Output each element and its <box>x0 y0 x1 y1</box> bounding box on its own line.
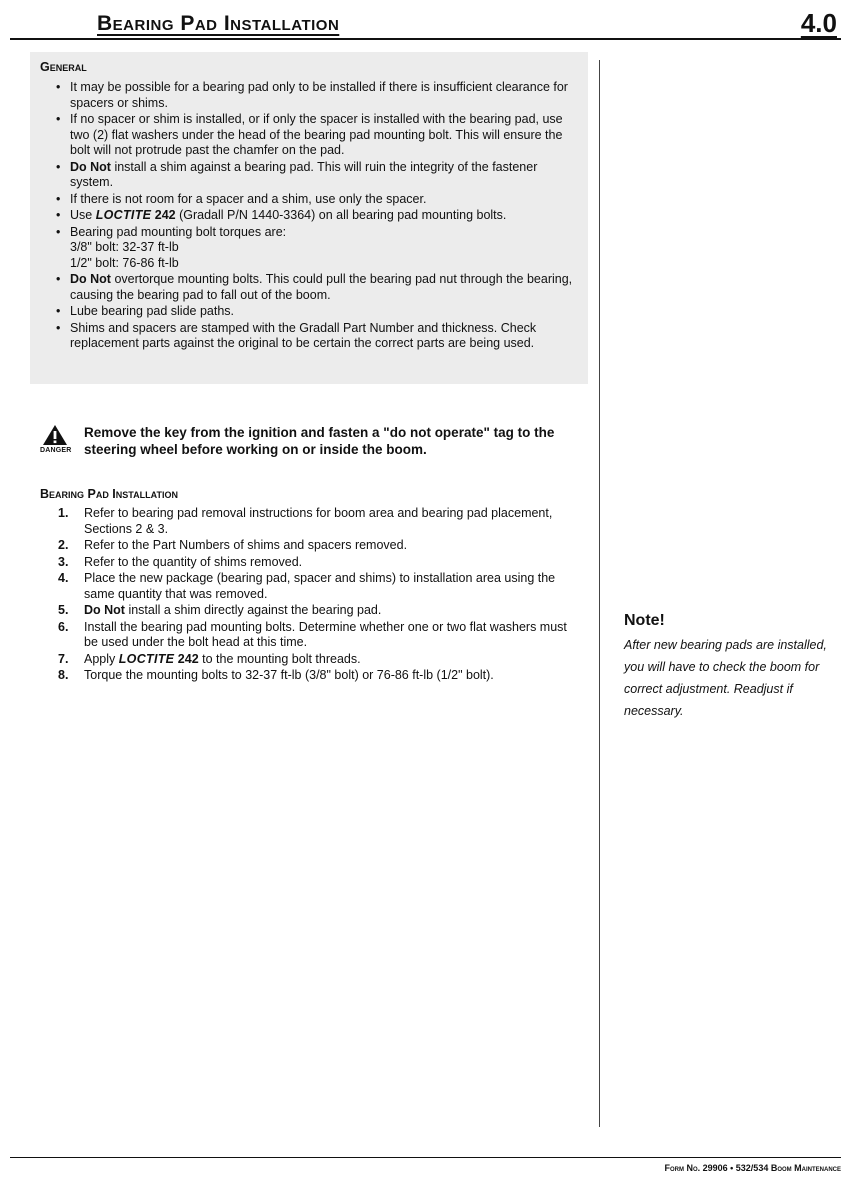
step-item: 8. Torque the mounting bolts to 32-37 ft-lb (3/8" bolt) or 76-86 ft-lb (1/2" bolt). <box>58 668 494 682</box>
footer-rule <box>10 1157 841 1158</box>
page-title: Bearing Pad Installation <box>97 12 340 35</box>
danger-label: DANGER <box>40 447 72 454</box>
list-item: • Do Not install a shim against a bearing pad. This will ruin the integrity of the fastener system. <box>40 160 578 191</box>
list-item: • Bearing pad mounting bolt torques are: 3/8" bolt: 32-37 ft-lb 1/2" bolt: 76-86 ft-lb <box>40 225 578 272</box>
installation-steps <box>40 506 580 685</box>
list-item: • If there is not room for a spacer and a shim, use only the spacer. <box>40 192 578 208</box>
list-item: • It may be possible for a bearing pad only to be installed if there is insufficient clearance for spacers or shims. <box>40 80 578 111</box>
column-divider <box>599 60 600 1127</box>
list-item: • Use LOCTITE 242 (Gradall P/N 1440-3364) on all bearing pad mounting bolts. <box>40 208 578 224</box>
step-item: 3. Refer to the quantity of shims removed. <box>58 554 303 569</box>
step-item: 2. Refer to the Part Numbers of shims and spacers removed. <box>58 538 408 552</box>
general-list <box>40 80 578 352</box>
list-item: • If no spacer or shim is installed, or if only the spacer is installed with the bearing pad, use two (2) flat washers under the head of the bearing pad mounting bolt. This will ensure the bolt will not protrude past the chamfer on the pad. <box>40 112 578 159</box>
danger-callout <box>40 424 580 458</box>
header-rule <box>10 38 841 40</box>
step-item: 5. Do Not install a shim directly against the bearing pad. <box>58 603 382 617</box>
general-heading: General <box>40 60 87 74</box>
step-item: 6. Install the bearing pad mounting bolts. Determine whether one or two flat washers must be used under the bolt head at this time. <box>58 619 567 649</box>
danger-icon <box>40 424 70 454</box>
loctite-brand: LOCTITE <box>118 651 175 666</box>
note-title: Note! <box>624 612 665 629</box>
danger-text: Remove the key from the ignition and fasten a "do not operate" tag to the steering wheel before working on or inside the boom. <box>84 425 555 457</box>
installation-heading: Bearing Pad Installation <box>40 487 178 501</box>
step-item: 1. Refer to bearing pad removal instructions for boom area and bearing pad placement, Sections 2 & 3. <box>58 506 553 536</box>
list-item: • Do Not overtorque mounting bolts. This could pull the bearing pad nut through the bearing, causing the bearing pad to fall out of the boom. <box>40 272 578 303</box>
general-section <box>30 52 588 384</box>
footer-text: Form No. 29906 • 532/534 Boom Maintenance <box>664 1163 841 1173</box>
loctite-brand: LOCTITE <box>95 208 152 222</box>
list-item: • Lube bearing pad slide paths. <box>40 304 578 320</box>
torque-1-2: 1/2" bolt: 76-86 ft-lb <box>70 255 179 270</box>
torque-3-8: 3/8" bolt: 32-37 ft-lb <box>70 240 179 254</box>
step-item: 4. Place the new package (bearing pad, spacer and shims) to installation area using the same quantity that was removed. <box>58 571 556 601</box>
section-number: 4.0 <box>800 8 837 38</box>
note-text: After new bearing pads are installed, you will have to check the boom for correct adjustment. Readjust if necessary. <box>624 638 827 718</box>
note-sidebar <box>624 612 839 722</box>
list-item: • Shims and spacers are stamped with the Gradall Part Number and thickness. Check replacement parts against the original to be certain the correct parts are being used. <box>40 321 578 352</box>
step-item: 7. Apply LOCTITE 242 to the mounting bolt threads. <box>58 651 361 666</box>
